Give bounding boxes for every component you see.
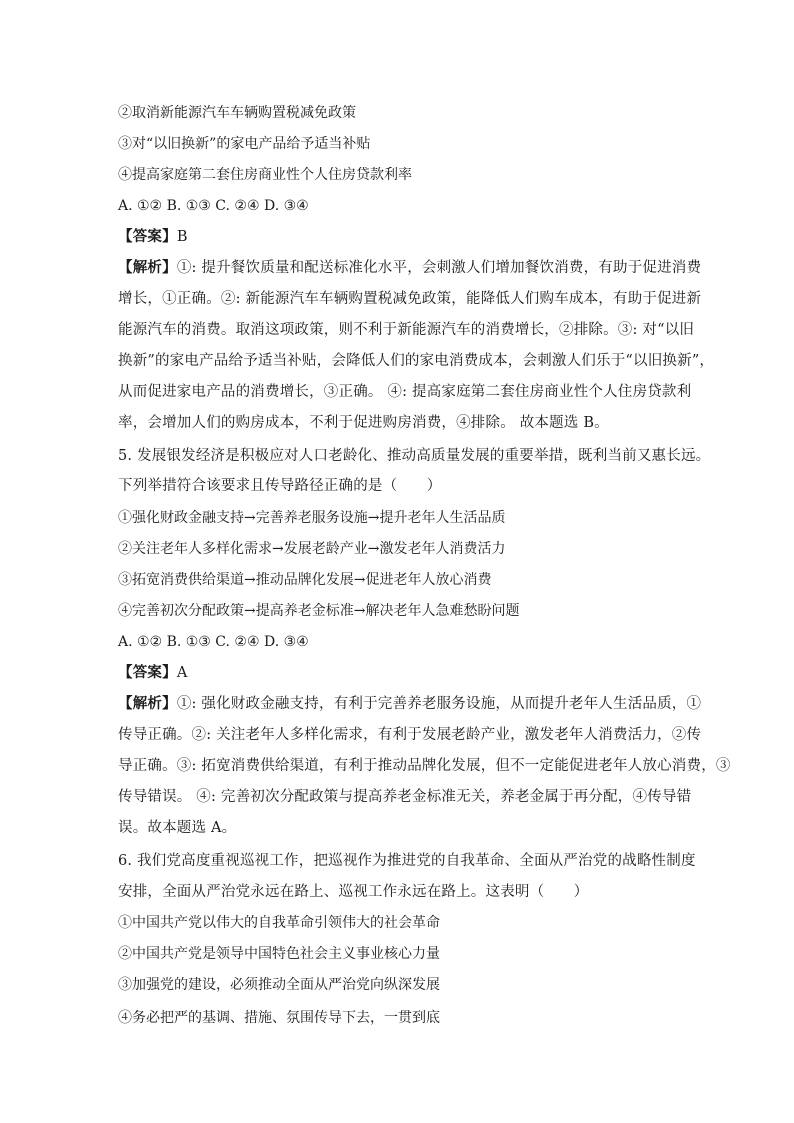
answer-tag: 【答案】	[118, 228, 177, 245]
q4-option-2: ②取消新能源汽车车辆购置税减免政策	[118, 105, 356, 121]
q6-stem: 6. 我们党高度重视巡视工作，把巡视作为推进党的自我革命、全面从严治党的战略性制度	[118, 853, 696, 869]
answer-value: B	[176, 229, 188, 245]
q4-analysis-line: 换新”的家电产品给予适当补贴，会降低人们的家电消费成本，会刺激人们乐于“以旧换新”，	[118, 353, 715, 369]
q6-option-3: ③加强党的建设，必须推动全面从严治党向纵深发展	[118, 977, 440, 993]
q4-analysis-line	[118, 259, 701, 277]
analysis-tag: 【解析】	[118, 695, 177, 712]
analysis-text: ①: 强化财政金融支持，有利于完善养老服务设施，从而提升老年人生活品质，①	[176, 696, 702, 712]
q6-option-4: ④务必把严的基调、措施、氛围传导下去，一贯到底	[118, 1010, 440, 1026]
q4-analysis-line: 从而促进家电产品的消费增长，③正确。 ④: 提高家庭第二套住房商业性个人住房贷款利	[118, 384, 692, 400]
q4-option-4: ④提高家庭第二套住房商业性个人住房贷款利率	[118, 167, 412, 183]
q5-option-2: ②关注老年人多样化需求→发展老龄产业→激发老年人消费活力	[118, 541, 506, 557]
q5-option-1: ①强化财政金融支持→完善养老服务设施→提升老年人生活品质	[118, 510, 506, 526]
q4-choices: A. ①② B. ①③ C. ②④ D. ③④	[118, 198, 309, 214]
q6-option-2: ②中国共产党是领导中国特色社会主义事业核心力量	[118, 946, 440, 962]
q5-analysis-line: 传导错误。 ④: 完善初次分配政策与提高养老金标准无关，养老金属于再分配，④传导错	[118, 789, 692, 805]
answer-value: A	[176, 665, 188, 681]
analysis-tag: 【解析】	[118, 259, 177, 276]
q5-answer	[118, 664, 187, 682]
q5-analysis-line: 导正确。③: 拓宽消费供给渠道，有利于推动品牌化发展，但不一定能促进老年人放心消费，③	[118, 758, 731, 774]
q5-analysis-line	[118, 695, 701, 713]
q5-stem: 5. 发展银发经济是积极应对人口老龄化、推动高质量发展的重要举措，既利当前又惠长远。	[118, 448, 711, 464]
q5-option-3: ③拓宽消费供给渠道→推动品牌化发展→促进老年人放心消费	[118, 572, 492, 588]
q5-analysis-line: 误。故本题选 A。	[118, 820, 237, 836]
answer-tag: 【答案】	[118, 664, 177, 681]
q5-option-4: ④完善初次分配政策→提高养老金标准→解决老年人急难愁盼问题	[118, 603, 520, 619]
q6-option-1: ①中国共产党以伟大的自我革命引领伟大的社会革命	[118, 915, 440, 931]
q4-answer	[118, 228, 188, 246]
q5-choices: A. ①② B. ①③ C. ②④ D. ③④	[118, 634, 309, 650]
q5-stem: 下列举措符合该要求且传导路径正确的是（ ）	[118, 478, 442, 494]
q4-analysis-line: 率，会增加人们的购房成本，不利于促进购房消费，④排除。 故本题选 B。	[118, 415, 609, 431]
analysis-text: ①: 提升餐饮质量和配送标准化水平，会刺激人们增加餐饮消费，有助于促进消费	[176, 260, 702, 276]
q5-analysis-line: 传导正确。②: 关注老年人多样化需求，有利于发展老龄产业，激发老年人消费活力，②传	[118, 727, 702, 743]
q4-analysis-line: 增长，①正确。②: 新能源汽车车辆购置税减免政策，能降低人们购车成本，有助于促进新	[118, 291, 702, 307]
q4-analysis-line: 能源汽车的消费。取消这项政策，则不利于新能源汽车的消费增长，②排除。③: 对“以旧	[118, 322, 695, 338]
q4-option-3: ③对“以旧换新”的家电产品给予适当补贴	[118, 136, 371, 152]
q6-stem: 安排，全面从严治党永远在路上、巡视工作永远在路上。这表明（ ）	[118, 884, 589, 900]
